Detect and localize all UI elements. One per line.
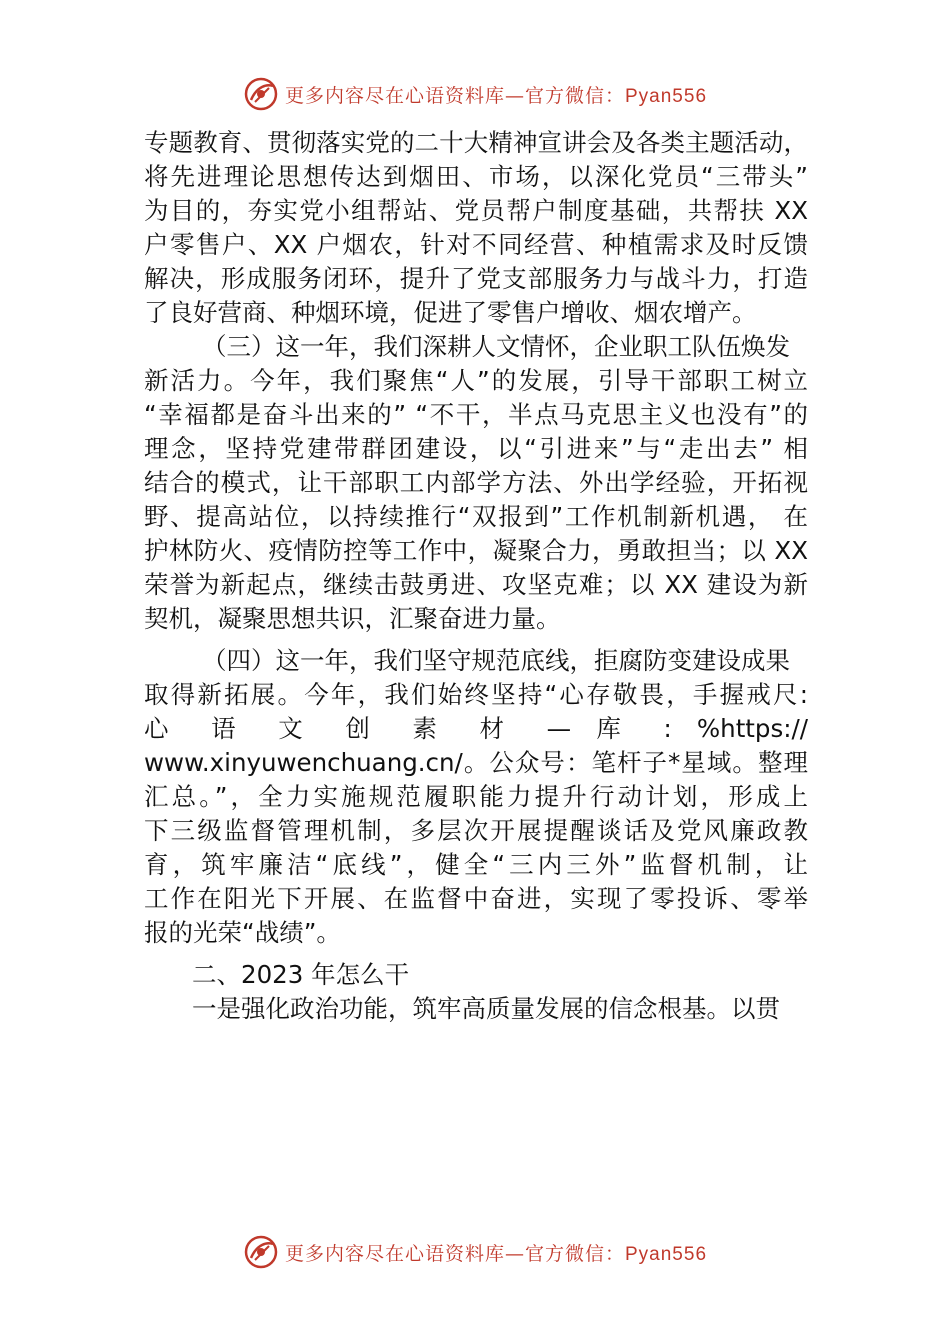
text-line: www.xinyuwenchuang.cn/。公众号：笔杆子*星域。整理 [144,748,808,777]
paragraph-1 [144,126,808,330]
paragraph-3 [144,644,808,950]
text-line: 为目的，夯实党小组帮站、党员帮户制度基础，共帮扶 XX [144,196,808,225]
text-line: “幸福都是奋斗出来的” “不干，半点马克思主义也没有”的 [144,400,808,429]
text-line: 工作在阳光下开展、在监督中奋进，实现了零投诉、零举 [144,884,808,913]
text-line: 了良好营商、种烟环境，促进了零售户增收、烟农增产。 [144,298,757,327]
header-banner [0,74,950,114]
text-line: 下三级监督管理机制，多层次开展提醒谈话及党风廉政教 [144,816,808,845]
text-line: 一是强化政治功能，筑牢高质量发展的信念根基。以贯 [192,994,780,1023]
text-line: 报的光荣“战绩”。 [144,918,341,947]
document-body [144,126,808,1026]
footer-banner [0,1232,950,1272]
text-line: 荣誉为新起点，继续击鼓勇进、攻坚克难；以 XX 建设为新 [144,570,808,599]
text-line: 育，筑牢廉洁“底线”，健全“三内三外”监督机制，让 [144,850,808,879]
text-line: 将先进理论思想传达到烟田、市场，以深化党员“三带头” [144,162,808,191]
logo-icon [243,76,279,112]
text-line: 护林防火、疫情防控等工作中，凝聚合力，勇敢担当；以 XX [144,536,808,565]
text-line: 新活力。今年，我们聚焦“人”的发展，引导干部职工树立 [144,366,808,395]
text-line: 户零售户、XX 户烟农，针对不同经营、种植需求及时反馈 [144,230,808,259]
text-line: 汇总。”，全力实施规范履职能力提升行动计划，形成上 [144,782,808,811]
text-line: 专题教育、贯彻落实党的二十大精神宣讲会及各类主题活动， [144,128,808,157]
text-line: 野、提高站位，以持续推行“双报到”工作机制新机遇， 在 [144,502,808,531]
text-line: 理念，坚持党建带群团建设，以“引进来”与“走出去” 相 [144,434,808,463]
banner-text: 更多内容尽在心语资料库—官方微信：Pyan556 [284,1242,708,1265]
text-line: （三）这一年，我们深耕人文情怀，企业职工队伍焕发 [202,332,790,361]
banner-text: 更多内容尽在心语资料库—官方微信：Pyan556 [284,84,708,107]
text-line: 契机，凝聚思想共识，汇聚奋进力量。 [144,604,561,633]
text-line: 取得新拓展。今年，我们始终坚持“心存敬畏，手握戒尺: [144,680,808,709]
text-line: 解决，形成服务闭环，提升了党支部服务力与战斗力，打造 [144,264,808,293]
logo-icon [243,1234,279,1270]
text-line: （四）这一年，我们坚守规范底线，拒腐防变建设成果 [202,646,790,675]
paragraph-2 [144,330,808,636]
text-line: 结合的模式，让干部职工内部学方法、外出学经验，开拓视 [144,468,808,497]
text-line: 心 语 文 创 素 材 — 库 : %https:// [144,714,808,743]
section-heading: 二、2023 年怎么干 [192,960,410,989]
